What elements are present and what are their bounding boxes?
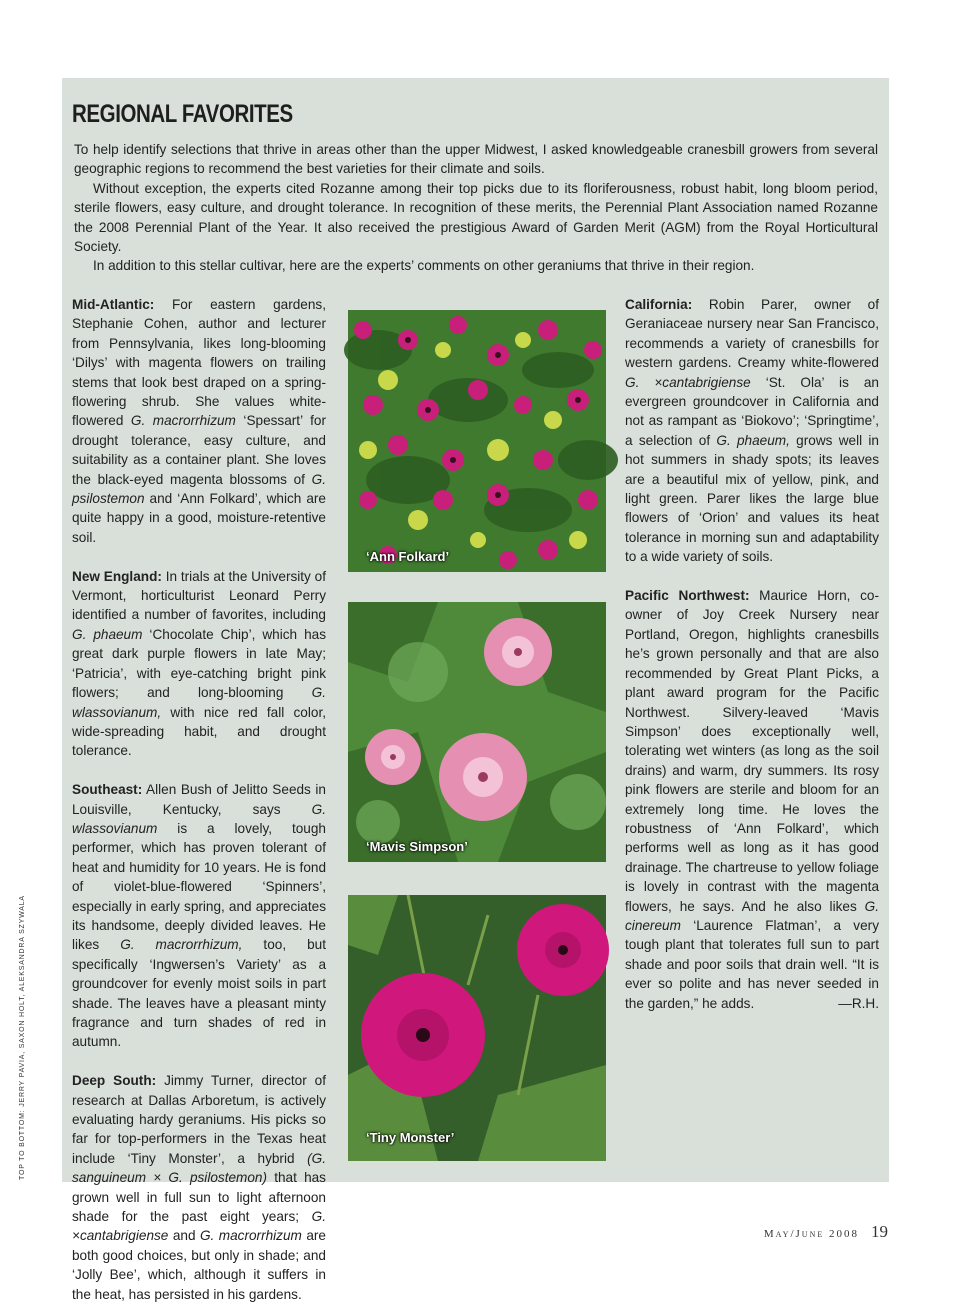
body-text: ‘St. Ola’ is an evergreen groundcover in California and not as rampant as ‘Biokovo’; ‘Springtime’, a selection of: [625, 374, 879, 448]
body-text: ‘Chocolate Chip’, which has great dark purple flowers in late May; ‘Patricia’, with eye-catching bright pink flowers; and long-blooming: [72, 626, 326, 701]
body-text: In trials at the University of Vermont, horticulturist Leonard Perry identified a number of favorites, including: [72, 568, 326, 623]
body-text: Allen Bush of Jelitto Seeds in Louisville, Kentucky, says: [72, 782, 326, 817]
photo-mavis-simpson: [348, 602, 606, 862]
plant-name: G. macrorrhizum: [130, 413, 236, 429]
plant-name: G. macrorrhizum: [199, 1228, 302, 1244]
body-text: with nice red fall color, wide-spreading habit, and drought tolerance.: [72, 704, 326, 759]
region-label: New England:: [72, 568, 162, 584]
region-label: California:: [625, 297, 693, 312]
photo-credit: TOP TO BOTTOM: JERRY PAVIA, SAXON HOLT, ALEKSANDRA SZYWALA: [19, 895, 26, 1180]
intro-paragraph: In addition to this stellar cultivar, here are the experts’ comments on other geraniums that thrive in their region.: [93, 258, 755, 274]
body-text: and ‘Ann Folkard’, which are quite happy in a good, moisture-retentive soil.: [72, 491, 326, 545]
body-text: too, but specifically ‘Ingwersen’s Variety’ as a groundcover for evenly moist soils in part shade. The leaves have a pleasant minty fragrance and turn shades of red in autumn.: [72, 937, 326, 1050]
right-column: [625, 295, 879, 1032]
body-text: For eastern gardens, Stephanie Cohen, author and lecturer from Pennsylvania, likes long-blooming ‘Dilys’ with magenta flowers on trailing stems that look best draped on a spring-flowering shrub. She values white-flowered: [72, 297, 326, 429]
body-text: are both good choices, but only in shade; and ‘Jolly Bee’, which, although it suffers in the heat, has persisted in his gardens.: [72, 1228, 326, 1302]
intro-paragraph: To help identify selections that thrive in areas other than the upper Midwest, I asked knowledgeable cranesbill growers from several geographic regions to recommend the best varieties for their climate and soils.: [74, 142, 878, 177]
left-column: [72, 295, 326, 1302]
body-text: is a lovely, tough performer, which has proven tolerant of heat and humidity for 10 years. He is fond of violet-blue-flowered ‘Spinners’, especially in early spring, and appreciates its handsome, deeply divided leaves. He likes: [72, 820, 326, 953]
region-label: Mid-Atlantic:: [72, 297, 155, 312]
photo-caption: ‘Tiny Monster’: [366, 1130, 455, 1145]
plant-name: G. ×cantabrigiense: [625, 374, 751, 390]
photo-tiny-monster: [348, 895, 606, 1161]
body-text: Jimmy Turner, director of research at Dallas Arboretum, is actively evaluating hardy geraniums. His picks so far for top-performers in the Texas heat include ‘Tiny Monster’, a hybrid: [72, 1073, 326, 1166]
body-text: ‘Laurence Flatman’, a very tough plant that tolerates full sun to part shade and poor soils that drain well. “It is ever so polite and has never seeded in the garden,” he adds.: [625, 917, 879, 1011]
plant-name: G. cinereum: [625, 898, 879, 933]
plant-name: G. ×cantabrigiense: [72, 1209, 326, 1244]
new-england-paragraph: [72, 567, 326, 761]
plant-name: G. wlassovianum: [72, 801, 326, 836]
pacific-northwest-paragraph: [625, 586, 879, 1013]
body-text: Maurice Horn, co-owner of Joy Creek Nursery near Portland, Oregon, highlights cranesbills he’s grown personally and that are also recommended by Great Plant Picks, a plant award program for the Pacific Northwest. Silvery-leaved ‘Mavis Simpson’ does exceptionally well, tolerating wet winters (as long as the soil drains) and warm, dry summers. Its rosy pink flowers are sterile and bloom for an extremely long time. He loves the robustness of ‘Ann Folkard’, which performs well as long as it has good drainage. The chartreuse to yellow foliage is lovely in contrast with the magenta flowers, he says. And he also likes: [625, 588, 879, 914]
body-text: that has grown well in full sun to light afternoon shade for the past eight years;: [72, 1170, 326, 1225]
body-text: grows well in hot summers in shady spots; its leaves are a beautiful mix of yellow, pink, and light green. Parer likes the large blue flowers of ‘Orion’ and values its heat tolerance in morning sun and adaptability to a wide variety of soils.: [625, 432, 879, 565]
plant-name: G. wlassovianum,: [72, 685, 326, 720]
page-footer: [764, 1222, 888, 1242]
plant-name: G. phaeum: [72, 626, 143, 642]
plant-name: G. phaeum,: [716, 432, 790, 448]
intro-text: [74, 140, 878, 276]
photo-caption: ‘Mavis Simpson’: [366, 839, 468, 854]
california-paragraph: [625, 295, 879, 567]
issue-date: May/June 2008: [763, 1228, 859, 1240]
sidebar-title: REGIONAL FAVORITES: [72, 100, 293, 128]
photo-caption: ‘Ann Folkard’: [366, 549, 450, 564]
mid-atlantic-paragraph: [72, 295, 326, 547]
region-label: Pacific Northwest:: [625, 588, 750, 604]
body-text: ‘Spessart’ for drought tolerance, easy culture, and suitability as a container plant. She loves the black-eyed magenta blossoms of: [72, 413, 326, 487]
plant-name: G. psilostemon: [72, 471, 326, 507]
plant-name: G. macrorrhizum,: [120, 937, 243, 953]
region-label: Deep South:: [72, 1073, 157, 1089]
deep-south-paragraph: [72, 1071, 326, 1304]
plant-name: (G. sanguineum × G. psilostemon): [72, 1150, 326, 1186]
photo-ann-folkard: [348, 310, 606, 572]
page-number: 19: [871, 1222, 888, 1241]
southeast-paragraph: [72, 780, 326, 1052]
body-text: and: [168, 1228, 200, 1244]
body-text: Robin Parer, owner of Geraniaceae nursery near San Francisco, recommends a variety of cranesbills for western gardens. Creamy white-flowered: [625, 297, 879, 371]
intro-paragraph: Without exception, the experts cited Rozanne among their top picks due to its floriferousness, robust habit, long bloom period, sterile flowers, easy culture, and drought tolerance. In recognition of these merits, the Perennial Plant Association named Rozanne the 2008 Perennial Plant of the Year. It also received the prestigious Award of Garden Merit (AGM) from the Royal Horticultural Society.: [74, 180, 878, 255]
region-label: Southeast:: [72, 782, 143, 798]
author-signature: —R.H.: [838, 995, 879, 1011]
